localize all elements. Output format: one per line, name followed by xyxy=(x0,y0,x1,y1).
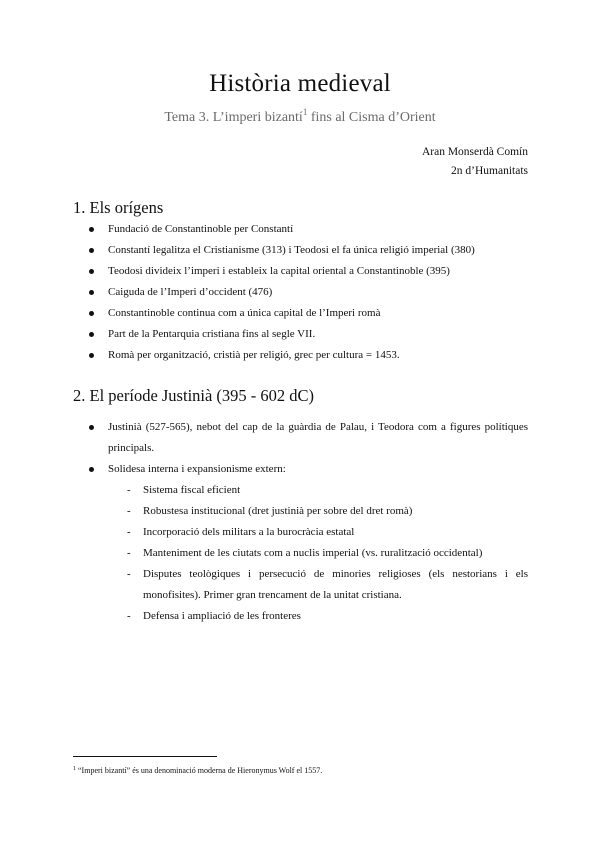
bullet-icon xyxy=(89,311,94,316)
subtitle-text-start: Tema 3. L’imperi bizantí xyxy=(164,110,303,125)
sub-list xyxy=(108,480,528,627)
footnote xyxy=(73,766,322,775)
origins-list xyxy=(73,219,528,366)
course-name: 2n d’Humanitats xyxy=(451,165,528,177)
footnote-text: “Imperi bizantí” és una denominació moderna de Hieronymus Wolf el 1557. xyxy=(78,766,323,775)
sub-list-item: - Disputes teològiques i persecució de minories religioses (els nestorians i els monofisites). Primer gran trencament de la unitat cristiana. xyxy=(108,564,528,606)
section-heading-justinian: 2. El període Justinià (395 - 602 dC) xyxy=(73,386,315,405)
dash-icon: - xyxy=(127,526,131,538)
bullet-icon xyxy=(89,353,94,358)
dash-icon: - xyxy=(127,610,131,622)
list-item: Teodosi divideix l’imperi i estableix la capital oriental a Constantinoble (395) xyxy=(73,261,528,282)
author-block xyxy=(422,143,528,181)
list-item: Constantí legalitza el Cristianisme (313) i Teodosi el fa única religió imperial (380) xyxy=(73,240,528,261)
list-item: Caiguda de l’Imperi d’occident (476) xyxy=(73,282,528,303)
dash-icon: - xyxy=(127,547,131,559)
dash-icon: - xyxy=(127,568,131,580)
subtitle-text-end: fins al Cisma d’Orient xyxy=(307,110,436,125)
sub-list-item: - Robustesa institucional (dret justinià per sobre del dret romà) xyxy=(108,501,528,522)
list-item: Part de la Pentarquia cristiana fins al segle VII. xyxy=(73,324,528,345)
sub-list-item: - Sistema fiscal eficient xyxy=(108,480,528,501)
list-item: Romà per organització, cristià per religió, grec per cultura = 1453. xyxy=(73,345,528,366)
footnote-reference: 1 xyxy=(302,107,308,117)
bullet-icon xyxy=(89,290,94,295)
sub-list-item: - Manteniment de les ciutats com a nuclis imperial (vs. ruralització occidental) xyxy=(108,543,528,564)
list-item: Solidesa interna i expansionisme extern: - Sistema fiscal eficient - Robustesa institucional (dret justinià per sobre del dret romà) - Incorporació dels militars a la burocràcia estatal - Manteniment de les ciutats com a nuclis imperial (vs. ruralització occidental) - Disputes teològiques i persecució de minories religioses (els nestorians i els monofisites). Primer gran trencament de la unitat cristiana. - Defensa i ampliació de les fronteres xyxy=(73,459,528,627)
dash-icon: - xyxy=(127,505,131,517)
bullet-icon xyxy=(89,467,94,472)
list-item: Fundació de Constantinoble per Constantí xyxy=(73,219,528,240)
author-name: Aran Monserdà Comín xyxy=(421,146,528,158)
document-subtitle xyxy=(0,107,600,126)
bullet-icon xyxy=(89,269,94,274)
document-title: Història medieval xyxy=(209,70,391,97)
bullet-icon xyxy=(89,425,94,430)
footnote-divider xyxy=(73,756,217,757)
section-heading-origins: 1. Els orígens xyxy=(73,198,164,217)
bullet-icon xyxy=(89,248,94,253)
justinian-list xyxy=(73,417,528,627)
bullet-icon xyxy=(89,227,94,232)
footnote-marker: 1 xyxy=(73,766,76,772)
sub-list-item: - Incorporació dels militars a la burocràcia estatal xyxy=(108,522,528,543)
sub-list-item: - Defensa i ampliació de les fronteres xyxy=(108,606,528,627)
bullet-icon xyxy=(89,332,94,337)
dash-icon: - xyxy=(127,484,131,496)
list-item: Constantinoble continua com a única capital de l’Imperi romà xyxy=(73,303,528,324)
list-item: Justinià (527-565), nebot del cap de la guàrdia de Palau, i Teodora com a figures polítiques principals. xyxy=(73,417,528,459)
